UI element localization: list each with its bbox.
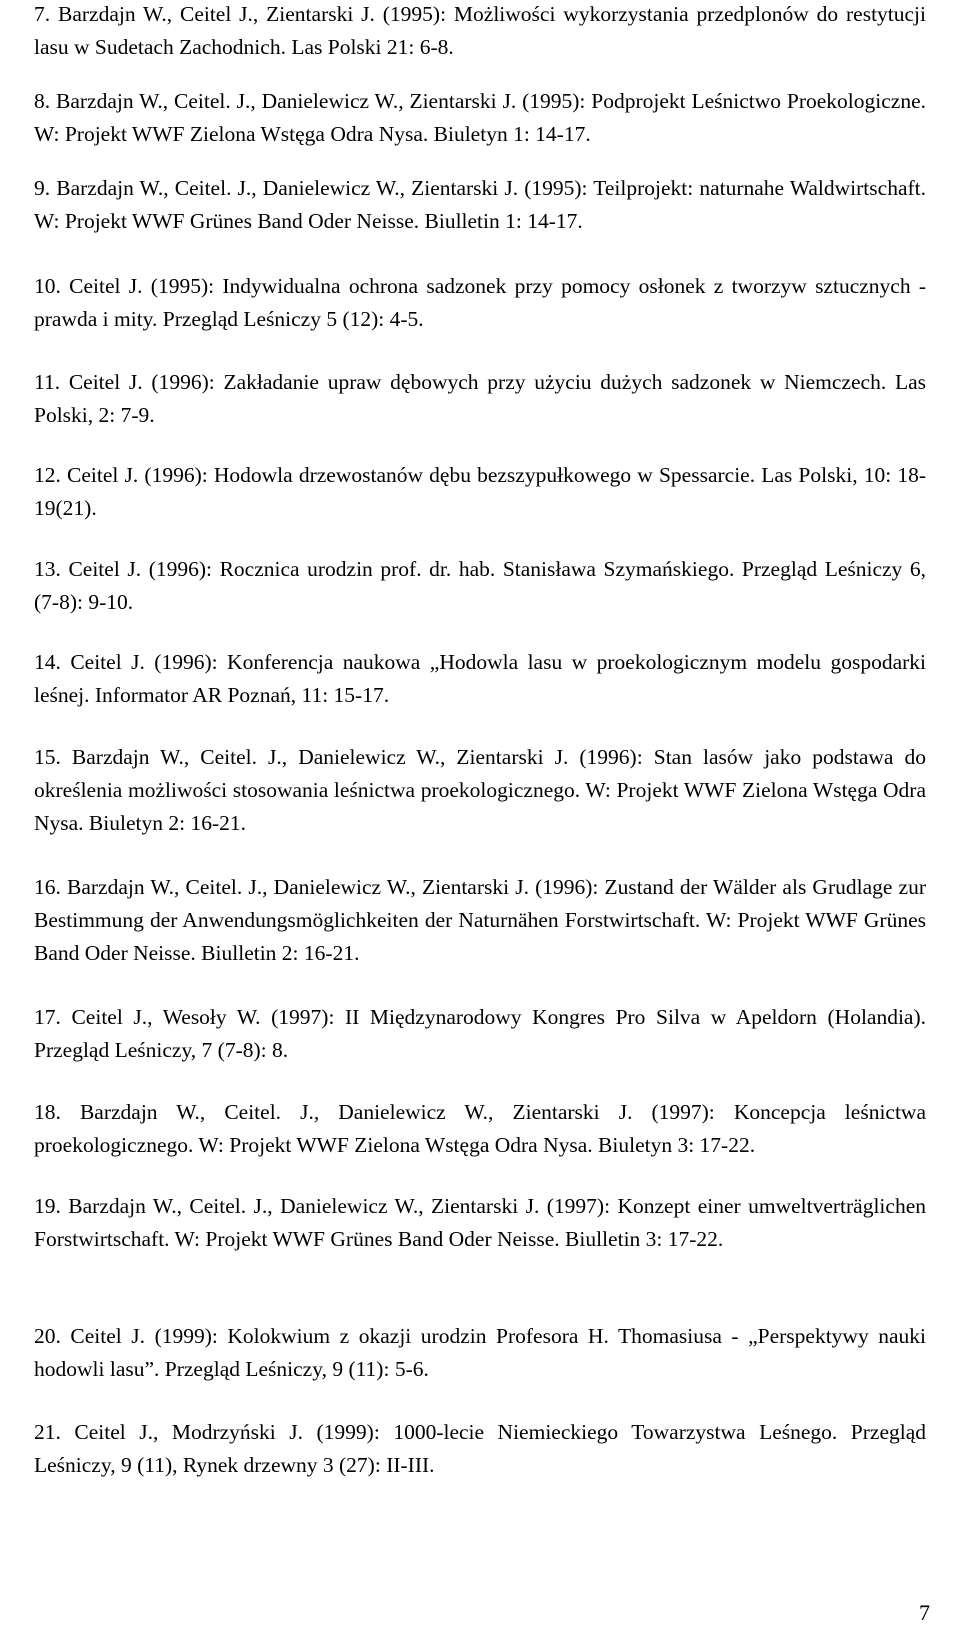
reference-text: Ceitel J. (1996): Zakładanie upraw dębowych przy użyciu dużych sadzonek w Niemczech. Las Polski, 2: 7-9. [34, 370, 926, 427]
reference-text: Barzdajn W., Ceitel. J., Danielewicz W., Zientarski J. (1997): Koncepcja leśnictwa proekologicznego. W: Projekt WWF Zielona Wstęga Odra Nysa. Biuletyn 3: 17-22. [34, 1100, 926, 1157]
reference-number: 13. [34, 557, 61, 581]
reference-number: 15. [34, 745, 61, 769]
reference-text: Ceitel J. (1999): Kolokwium z okazji urodzin Profesora H. Thomasiusa - „Perspektywy nauki hodowli lasu”. Przegląd Leśniczy, 9 (11): 5-6. [34, 1324, 927, 1381]
reference-text: Ceitel J. (1996): Rocznica urodzin prof. dr. hab. Stanisława Szymańskiego. Przegląd Leśniczy 6, (7-8): 9-10. [34, 557, 926, 614]
reference-item [34, 0, 926, 64]
reference-item [34, 553, 926, 619]
reference-item [34, 871, 926, 970]
reference-text: Barzdajn W., Ceitel. J., Danielewicz W., Zientarski J. (1996): Stan lasów jako podstawa do określenia możliwości stosowania leśnictwa proekologicznego. W: Projekt WWF Zielona Wstęga Odra Nysa. Biuletyn 2: 16-21. [34, 745, 926, 835]
reference-text: Barzdajn W., Ceitel. J., Danielewicz W., Zientarski J. (1995): Podprojekt Leśnictwo Proekologiczne. W: Projekt WWF Zielona Wstęga Odra Nysa. Biuletyn 1: 14-17. [34, 89, 927, 146]
reference-item [34, 85, 926, 151]
reference-text: Ceitel J. (1995): Indywidualna ochrona sadzonek przy pomocy osłonek z tworzyw sztucznych - prawda i mity. Przegląd Leśniczy 5 (12): 4-5. [34, 274, 927, 331]
reference-text: Barzdajn W., Ceitel. J., Danielewicz W., Zientarski J. (1997): Konzept einer umweltverträglichen Forstwirtschaft. W: Projekt WWF Grünes Band Oder Neisse. Biulletin 3: 17-22. [34, 1194, 926, 1251]
reference-item [34, 459, 926, 525]
reference-item [34, 1190, 926, 1256]
reference-number: 16. [34, 875, 61, 899]
reference-number: 20. [34, 1324, 61, 1348]
reference-item [34, 646, 926, 712]
reference-item [34, 1320, 926, 1386]
reference-number: 14. [34, 650, 61, 674]
reference-number: 12. [34, 463, 61, 487]
reference-number: 9. [34, 176, 51, 200]
reference-text: Barzdajn W., Ceitel. J., Danielewicz W., Zientarski J. (1995): Teilprojekt: naturnahe Waldwirtschaft. W: Projekt WWF Grünes Band Oder Neisse. Biulletin 1: 14-17. [34, 176, 926, 233]
reference-item [34, 270, 926, 336]
reference-number: 11. [34, 370, 61, 394]
reference-item [34, 1416, 926, 1482]
page-number: 7 [919, 1600, 930, 1625]
reference-text: Ceitel J. (1996): Konferencja naukowa „Hodowla lasu w proekologicznym modelu gospodarki leśnej. Informator AR Poznań, 11: 15-17. [34, 650, 927, 707]
reference-item [34, 366, 926, 432]
reference-number: 18. [34, 1100, 61, 1124]
reference-number: 17. [34, 1005, 61, 1029]
reference-text: Ceitel J. (1996): Hodowla drzewostanów dębu bezszypułkowego w Spessarcie. Las Polski, 10: 18-19(21). [34, 463, 927, 520]
reference-number: 10. [34, 274, 61, 298]
reference-number: 19. [34, 1194, 61, 1218]
reference-text: Barzdajn W., Ceitel J., Zientarski J. (1995): Możliwości wykorzystania przedplonów do restytucji lasu w Sudetach Zachodnich. Las Polski 21: 6-8. [34, 2, 926, 59]
reference-item [34, 741, 926, 840]
reference-text: Ceitel J., Modrzyński J. (1999): 1000-lecie Niemieckiego Towarzystwa Leśnego. Przegląd Leśniczy, 9 (11), Rynek drzewny 3 (27): II-III. [34, 1420, 927, 1477]
reference-text: Ceitel J., Wesoły W. (1997): II Międzynarodowy Kongres Pro Silva w Apeldorn (Holandia). Przegląd Leśniczy, 7 (7-8): 8. [34, 1005, 927, 1062]
reference-number: 7. [34, 2, 51, 26]
reference-item [34, 172, 926, 238]
reference-item [34, 1001, 926, 1067]
reference-text: Barzdajn W., Ceitel. J., Danielewicz W., Zientarski J. (1996): Zustand der Wälder als Grudlage zur Bestimmung der Anwendungsmöglichkeiten der Naturnähen Forstwirtschaft. W: Projekt WWF Grünes Band Oder Neisse. Biulletin 2: 16-21. [34, 875, 926, 965]
reference-item [34, 1096, 926, 1162]
reference-number: 8. [34, 89, 51, 113]
reference-number: 21. [34, 1420, 61, 1444]
